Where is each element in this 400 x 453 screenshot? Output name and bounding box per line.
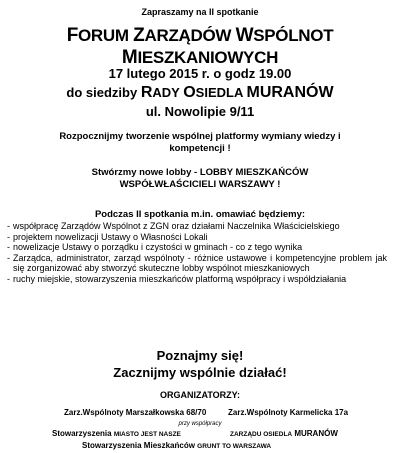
venue-line	[0, 84, 400, 102]
agenda-item: - współpracę Zarządów Wspólnot z ZGN oraz działami Naczelnika Właścicielskiego	[7, 221, 387, 232]
platform-paragraph: Rozpocznijmy tworzenie wspólnej platformy wymiany wiedzy i kompetencji !	[59, 131, 341, 154]
venue-muranow: MURANÓW	[246, 84, 334, 101]
agenda-list	[7, 221, 387, 284]
agenda-item: - projektem nowelizacji Ustawy o Własności Lokali	[7, 232, 387, 243]
organizer-miasto-jest-nasze: Stowarzyszenia MIASTO JEST NASZE	[52, 429, 181, 438]
closing-line-2: Zacznijmy wspólnie działać!	[113, 365, 287, 380]
organizer-marszalkowska: Zarz.Wspólnoty Marszałkowska 68/70	[64, 408, 207, 417]
forum-title-word-3: WSPÓLNOT	[235, 25, 334, 46]
venue-prefix: do siedziby	[66, 85, 141, 100]
street-address: ul. Nowolipie 9/11	[145, 104, 255, 119]
forum-title	[0, 25, 400, 69]
organizers-title: ORGANIZATORZY:	[160, 390, 240, 400]
agenda-item: - Zarządca, administrator, zarząd wspólnoty - różnice ustawowe i kompetencyjne problem jak się zorganizować aby stworzyć skuteczne lobby wspólnot mieszkaniowych	[7, 253, 387, 274]
forum-title-word-2: ZARZĄDÓW	[133, 25, 236, 46]
agenda-intro: Podczas II spotkania m.in. omawiać będziemy:	[94, 209, 306, 220]
lobby-paragraph: Stwórzmy nowe lobby - LOBBY MIESZKAŃCÓW WSPÓŁWŁAŚCICIELI WARSZAWY !	[91, 167, 309, 190]
closing-line-1: Poznajmy się!	[156, 348, 244, 363]
forum-title-word-1: FORUM	[66, 25, 134, 46]
organizer-zarzad-osiedla: ZARZĄDU OSIEDLA MURANÓW	[230, 429, 338, 438]
invite-line: Zapraszamy na II spotkanie	[141, 7, 259, 17]
agenda-item: - ruchy miejskie, stowarzyszenia mieszkańców platformą współpracy i współdziałania	[7, 274, 387, 285]
agenda-item: - nowelizacje Ustawy o porządku i czystości w gminach - co z tego wynika	[7, 242, 387, 253]
support-label: przy współpracy	[178, 421, 222, 427]
venue-name-part-1: RADY	[140, 84, 184, 101]
forum-title-word-4: MIESZKANIOWYCH	[121, 47, 279, 68]
venue-name-part-2: OSIEDLA	[183, 84, 247, 101]
date-line: 17 lutego 2015 r. o godz 19.00	[108, 66, 292, 81]
organizer-karmelicka: Zarz.Wspólnoty Karmelicka 17a	[228, 408, 349, 417]
organizer-grunt-to-warszawa: Stowarzyszenia Mieszkańców GRUNT TO WARSZAWA	[82, 441, 272, 450]
